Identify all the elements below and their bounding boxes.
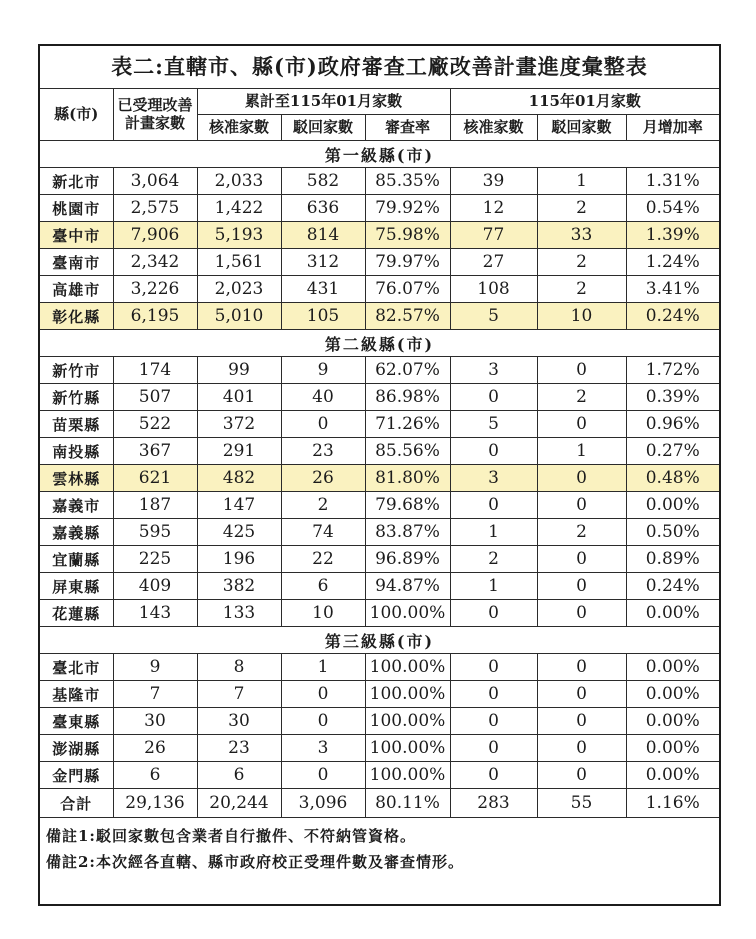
table-row [39,357,720,384]
value-cell: 0 [537,357,626,384]
table-body [39,141,720,818]
value-cell: 23 [197,735,281,762]
value-cell: 0.00% [626,654,720,681]
value-cell: 0 [537,465,626,492]
value-cell: 0 [537,546,626,573]
table-row [39,303,720,330]
value-cell: 0 [537,654,626,681]
value-cell: 3.41% [626,276,720,303]
county-cell: 桃園市 [39,195,113,222]
table-row [39,492,720,519]
value-cell: 74 [281,519,365,546]
value-cell: 0 [281,411,365,438]
value-cell: 2,342 [113,249,197,276]
value-cell: 0.96% [626,411,720,438]
value-cell: 0 [537,762,626,789]
value-cell: 2 [537,384,626,411]
value-cell: 2,575 [113,195,197,222]
value-cell: 2,033 [197,168,281,195]
notes-cell [39,818,720,905]
value-cell: 2 [450,546,537,573]
value-cell: 187 [113,492,197,519]
table-row [39,276,720,303]
col-header-month-approved: 核准家數 [450,115,537,141]
county-cell: 彰化縣 [39,303,113,330]
table-row [39,519,720,546]
value-cell: 0 [537,492,626,519]
col-header-month-rejected: 駁回家數 [537,115,626,141]
value-cell: 0 [450,654,537,681]
value-cell: 143 [113,600,197,627]
value-cell: 7 [197,681,281,708]
progress-summary-table [38,44,721,906]
header-row-1 [39,89,720,115]
value-cell: 312 [281,249,365,276]
value-cell: 5,193 [197,222,281,249]
table-row [39,438,720,465]
value-cell: 3,064 [113,168,197,195]
value-cell: 6 [281,573,365,600]
value-cell: 0.50% [626,519,720,546]
notes-row [39,818,720,905]
value-cell: 0 [450,735,537,762]
table-row [39,735,720,762]
value-cell: 1 [281,654,365,681]
value-cell: 0 [537,708,626,735]
value-cell: 83.87% [365,519,450,546]
col-header-cum-rejected: 駁回家數 [281,115,365,141]
value-cell: 9 [281,357,365,384]
section-header-label: 第一級縣(市) [39,141,720,168]
value-cell: 0 [450,708,537,735]
value-cell: 0 [537,600,626,627]
value-cell: 0.00% [626,492,720,519]
value-cell: 7,906 [113,222,197,249]
value-cell: 0.00% [626,708,720,735]
value-cell: 20,244 [197,789,281,818]
value-cell: 0.54% [626,195,720,222]
value-cell: 3,226 [113,276,197,303]
table-row [39,708,720,735]
value-cell: 85.35% [365,168,450,195]
value-cell: 96.89% [365,546,450,573]
county-cell: 金門縣 [39,762,113,789]
value-cell: 1 [450,573,537,600]
value-cell: 0.24% [626,303,720,330]
value-cell: 425 [197,519,281,546]
value-cell: 100.00% [365,654,450,681]
county-cell: 臺南市 [39,249,113,276]
value-cell: 2 [537,195,626,222]
value-cell: 507 [113,384,197,411]
value-cell: 30 [197,708,281,735]
section-header-row [39,141,720,168]
value-cell: 0 [450,384,537,411]
value-cell: 0.48% [626,465,720,492]
value-cell: 0 [450,681,537,708]
col-header-accepted-line1: 已受理改善 [117,96,193,115]
table-row [39,249,720,276]
value-cell: 7 [113,681,197,708]
value-cell: 0.00% [626,600,720,627]
county-cell: 臺北市 [39,654,113,681]
value-cell: 0 [537,735,626,762]
value-cell: 100.00% [365,600,450,627]
value-cell: 5,010 [197,303,281,330]
value-cell: 814 [281,222,365,249]
value-cell: 2 [537,519,626,546]
value-cell: 0.00% [626,681,720,708]
value-cell: 77 [450,222,537,249]
value-cell: 3 [450,465,537,492]
value-cell: 3 [281,735,365,762]
value-cell: 39 [450,168,537,195]
county-cell: 屏東縣 [39,573,113,600]
value-cell: 0 [450,762,537,789]
value-cell: 636 [281,195,365,222]
footnote: 備註1:駁回家數包含業者自行撤件、不符納管資格。 [46,827,416,845]
value-cell: 55 [537,789,626,818]
value-cell: 0 [281,708,365,735]
table-row [39,195,720,222]
county-cell: 新竹市 [39,357,113,384]
value-cell: 0.27% [626,438,720,465]
value-cell: 26 [281,465,365,492]
value-cell: 0 [537,411,626,438]
value-cell: 2 [537,249,626,276]
value-cell: 1.24% [626,249,720,276]
value-cell: 33 [537,222,626,249]
value-cell: 29,136 [113,789,197,818]
value-cell: 1 [537,168,626,195]
title-row [39,45,720,89]
table-row [39,222,720,249]
value-cell: 225 [113,546,197,573]
value-cell: 283 [450,789,537,818]
value-cell: 0.89% [626,546,720,573]
value-cell: 100.00% [365,708,450,735]
value-cell: 1 [537,438,626,465]
table-row [39,411,720,438]
value-cell: 22 [281,546,365,573]
value-cell: 0.24% [626,573,720,600]
value-cell: 5 [450,303,537,330]
section-header-label: 第三級縣(市) [39,627,720,654]
county-cell: 新北市 [39,168,113,195]
value-cell: 482 [197,465,281,492]
section-header-row [39,627,720,654]
county-cell: 新竹縣 [39,384,113,411]
value-cell: 12 [450,195,537,222]
table-row [39,573,720,600]
value-cell: 582 [281,168,365,195]
value-cell: 82.57% [365,303,450,330]
value-cell: 401 [197,384,281,411]
value-cell: 1,561 [197,249,281,276]
value-cell: 23 [281,438,365,465]
value-cell: 27 [450,249,537,276]
value-cell: 409 [113,573,197,600]
value-cell: 40 [281,384,365,411]
county-cell: 嘉義市 [39,492,113,519]
county-cell: 嘉義縣 [39,519,113,546]
table-row [39,465,720,492]
value-cell: 9 [113,654,197,681]
table-row [39,654,720,681]
col-header-accepted-line2: 計畫家數 [124,113,185,132]
value-cell: 80.11% [365,789,450,818]
col-header-accepted [113,89,197,141]
table-row [39,384,720,411]
value-cell: 0 [281,762,365,789]
value-cell: 79.97% [365,249,450,276]
table-row [39,762,720,789]
value-cell: 1,422 [197,195,281,222]
value-cell: 30 [113,708,197,735]
value-cell: 86.98% [365,384,450,411]
county-cell: 雲林縣 [39,465,113,492]
section-header-label: 第二級縣(市) [39,330,720,357]
table-row [39,546,720,573]
county-cell: 基隆市 [39,681,113,708]
value-cell: 10 [537,303,626,330]
value-cell: 0.00% [626,735,720,762]
value-cell: 26 [113,735,197,762]
value-cell: 1.16% [626,789,720,818]
col-group-cumulative: 累計至115年01月家數 [197,89,450,115]
county-cell: 臺中市 [39,222,113,249]
county-cell: 合計 [39,789,113,818]
county-cell: 臺東縣 [39,708,113,735]
table-row [39,168,720,195]
value-cell: 291 [197,438,281,465]
value-cell: 0.00% [626,762,720,789]
footnote: 備註2:本次經各直轄、縣市政府校正受理件數及審查情形。 [46,853,464,872]
col-group-month: 115年01月家數 [450,89,720,115]
county-cell: 花蓮縣 [39,600,113,627]
table-title: 表二:直轄市、縣(市)政府審查工廠改善計畫進度彙整表 [39,45,720,89]
county-cell: 宜蘭縣 [39,546,113,573]
value-cell: 2 [281,492,365,519]
value-cell: 196 [197,546,281,573]
col-header-review-rate: 審查率 [365,115,450,141]
value-cell: 8 [197,654,281,681]
value-cell: 367 [113,438,197,465]
value-cell: 71.26% [365,411,450,438]
value-cell: 5 [450,411,537,438]
value-cell: 0 [450,492,537,519]
value-cell: 76.07% [365,276,450,303]
col-header-month-rate: 月增加率 [626,115,720,141]
value-cell: 62.07% [365,357,450,384]
value-cell: 6 [113,762,197,789]
value-cell: 0 [537,573,626,600]
value-cell: 522 [113,411,197,438]
value-cell: 0 [537,681,626,708]
value-cell: 100.00% [365,762,450,789]
county-cell: 高雄市 [39,276,113,303]
value-cell: 1.72% [626,357,720,384]
county-cell: 苗栗縣 [39,411,113,438]
value-cell: 108 [450,276,537,303]
table-row [39,681,720,708]
value-cell: 0 [281,681,365,708]
value-cell: 0 [450,600,537,627]
value-cell: 6,195 [113,303,197,330]
value-cell: 2 [537,276,626,303]
value-cell: 0 [450,438,537,465]
section-header-row [39,330,720,357]
value-cell: 372 [197,411,281,438]
value-cell: 75.98% [365,222,450,249]
value-cell: 431 [281,276,365,303]
value-cell: 81.80% [365,465,450,492]
value-cell: 382 [197,573,281,600]
value-cell: 100.00% [365,735,450,762]
value-cell: 10 [281,600,365,627]
table-row [39,600,720,627]
value-cell: 621 [113,465,197,492]
value-cell: 105 [281,303,365,330]
value-cell: 1 [450,519,537,546]
value-cell: 79.68% [365,492,450,519]
value-cell: 99 [197,357,281,384]
value-cell: 6 [197,762,281,789]
value-cell: 174 [113,357,197,384]
value-cell: 3,096 [281,789,365,818]
value-cell: 147 [197,492,281,519]
value-cell: 79.92% [365,195,450,222]
value-cell: 94.87% [365,573,450,600]
value-cell: 0.39% [626,384,720,411]
col-header-cum-approved: 核准家數 [197,115,281,141]
county-cell: 南投縣 [39,438,113,465]
value-cell: 595 [113,519,197,546]
value-cell: 1.39% [626,222,720,249]
value-cell: 85.56% [365,438,450,465]
value-cell: 2,023 [197,276,281,303]
value-cell: 1.31% [626,168,720,195]
value-cell: 133 [197,600,281,627]
total-row [39,789,720,818]
col-header-county: 縣(市) [39,89,113,141]
value-cell: 3 [450,357,537,384]
value-cell: 100.00% [365,681,450,708]
county-cell: 澎湖縣 [39,735,113,762]
